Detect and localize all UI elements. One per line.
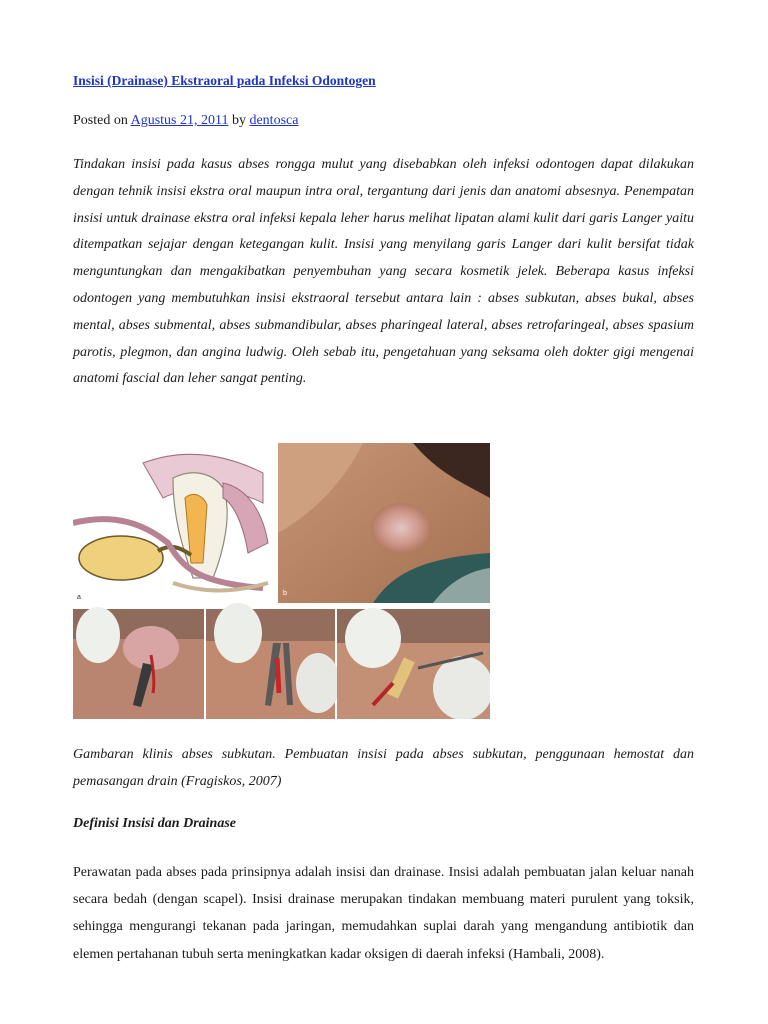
post-date-link[interactable]: Agustus 21, 2011 [130,113,229,128]
procedure-photo-3 [337,608,490,719]
panel-b-photo [278,443,490,603]
intro-paragraph: Tindakan insisi pada kasus abses rongga mulut yang disebabkan oleh infeksi odontogen dapat dilakukan dengan tehnik insisi ekstra oral maupun intra oral, tergantung dari jenis dan anatomi absesnya. Penempatan insisi untuk drainase ekstra oral infeksi kepala leher harus melihat lipatan alami kulit dari garis Langer yaitu ditempatkan sejajar dengan ketegangan kulit. Insisi yang menyilang garis Langer dari kulit bersifat tidak menguntungkan dan mengakibatkan penyembuhan yang secara kosmetik jelek. Beberapa kasus infeksi odontogen yang membutuhkan insisi ekstraoral tersebut antara lain : abses subkutan, abses bukal, abses mental, abses submental, abses submandibular, abses pharingeal lateral, abses retrofaringeal, abses spasium parotis, plegmon, dan angina ludwig. Oleh sebab itu, pengetahuan yang seksama oleh dokter gigi mengenai anatomi fascial dan leher sangat penting. [73,157,694,387]
procedure-photo-1 [73,607,204,719]
author-link[interactable]: dentosca [249,113,299,128]
panel-b-label: b [283,590,287,597]
panel-a-illustration [73,443,273,603]
post-title-link[interactable]: Insisi (Drainase) Ekstraoral pada Infeksi Odontogen [73,73,376,88]
clinical-figure [73,443,490,719]
post-title[interactable] [73,73,376,89]
by-label: by [231,113,246,128]
panel-a-label: a [77,594,81,601]
section-heading: Definisi Insisi dan Drainase [73,816,236,831]
figure-caption: Gambaran klinis abses subkutan. Pembuatan insisi pada abses subkutan, penggunaan hemostat dan pemasangan drain (Fragiskos, 2007) [73,747,694,789]
post-meta [73,113,298,129]
body-paragraph: Perawatan pada abses pada prinsipnya adalah insisi dan drainase. Insisi adalah pembuatan jalan keluar nanah secara bedah (dengan scapel). Insisi drainase merupakan tindakan membuang materi purulent yang toksik, sehingga mengurangi tekanan pada jaringan, memudahkan suplai darah yang mengandung antibiotik dan elemen pertahanan tubuh serta meningkatkan kadar oksigen di daerah infeksi (Hambali, 2008). [73,865,694,962]
procedure-photo-2 [206,603,340,719]
posted-on-label: Posted on [73,113,128,128]
